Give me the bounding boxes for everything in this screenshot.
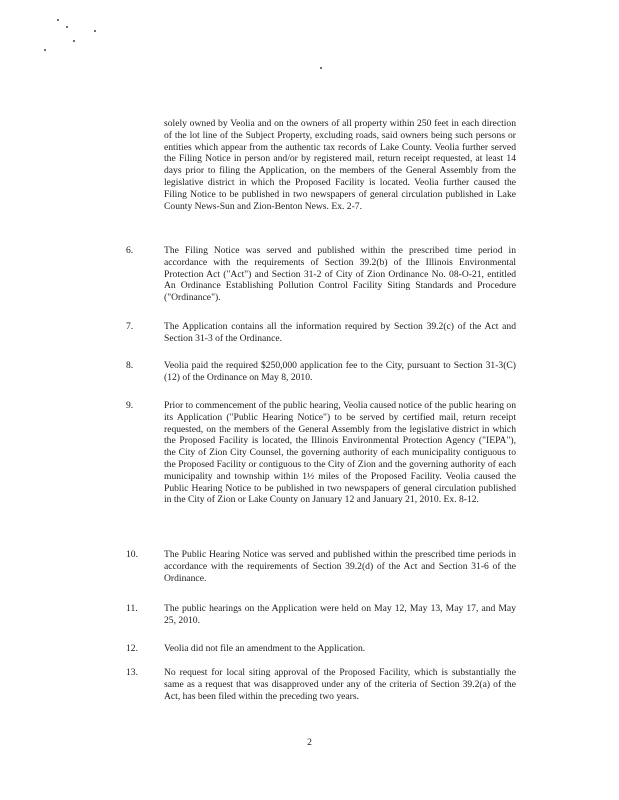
scan-speck — [320, 67, 322, 69]
item-number: 10. — [126, 549, 138, 560]
item-number: 6. — [126, 245, 134, 256]
item-text: The Filing Notice was served and published within the prescribed time period in accordance with the requirements of Section 39.2(b) of the Illinois Environmental Protection Act ("Act") and Section 31-2 of City of Zion Ordinance No. 08-O-21, entitled An Ordinance Establishing Pollution Control Facility Siting Standards and Procedure ("Ordinance"). — [164, 245, 516, 304]
continued-paragraph: solely owned by Veolia and on the owners of all property within 250 feet in each direction of the lot line of the Subject Property, excluding roads, said owners being such persons or entities which appear from the authentic tax records of Lake County. Veolia further served the Filing Notice in person and/or by registered mail, return receipt requested, at least 14 days prior to filing the Application, on the members of the General Assembly from the legislative district in which the Proposed Facility is located. Veolia further caused the Filing Notice to be published in two newspapers of general circulation published in Lake County News-Sun and Zion-Benton News. Ex. 2-7. — [164, 118, 516, 212]
item-number: 12. — [126, 643, 138, 654]
scan-speck — [44, 49, 46, 51]
item-number: 7. — [126, 321, 134, 332]
item-text: The Application contains all the information required by Section 39.2(c) of the Act and Section 31-3 of the Ordinance. — [164, 321, 516, 344]
item-number: 11. — [126, 603, 138, 614]
item-text: Veolia paid the required $250,000 application fee to the City, pursuant to Section 31-3(C)(12) of the Ordinance on May 8, 2010. — [164, 360, 516, 383]
item-number: 13. — [126, 667, 138, 678]
item-text: The public hearings on the Application were held on May 12, May 13, May 17, and May 25, 2010. — [164, 603, 516, 626]
scan-speck — [57, 19, 59, 21]
item-text: Prior to commencement of the public hearing, Veolia caused notice of the public hearing on its Application ("Public Hearing Notice") to be served by certified mail, return receipt requested, on the members of the General Assembly from the legislative district in which the Proposed Facility is located, the Illinois Environmental Protection Agency ("IEPA"), the City of Zion City Counsel, the governing authority of each municipality contiguous to the Proposed Facility or contiguous to the City of Zion and the governing authority of each municipality and township within 1½ miles of the Proposed Facility. Veolia caused the Public Hearing Notice to be published in two newspapers of general circulation published in the City of Zion or Lake County on January 12 and January 21, 2010. Ex. 8-12. — [164, 400, 516, 506]
item-text: No request for local siting approval of the Proposed Facility, which is substantially the same as a request that was disapproved under any of the criteria of Section 39.2(a) of the Act, has been filed within the preceding two years. — [164, 667, 516, 702]
scan-speck — [73, 40, 75, 42]
page-number: 2 — [307, 737, 312, 748]
scan-speck — [66, 26, 68, 28]
item-number: 9. — [126, 400, 134, 411]
item-text: Veolia did not file an amendment to the Application. — [164, 643, 366, 654]
scan-speck — [94, 30, 96, 32]
item-text: The Public Hearing Notice was served and published within the prescribed time periods in accordance with the requirements of Section 39.2(d) of the Act and Section 31-6 of the Ordinance. — [164, 549, 516, 584]
item-number: 8. — [126, 360, 134, 371]
